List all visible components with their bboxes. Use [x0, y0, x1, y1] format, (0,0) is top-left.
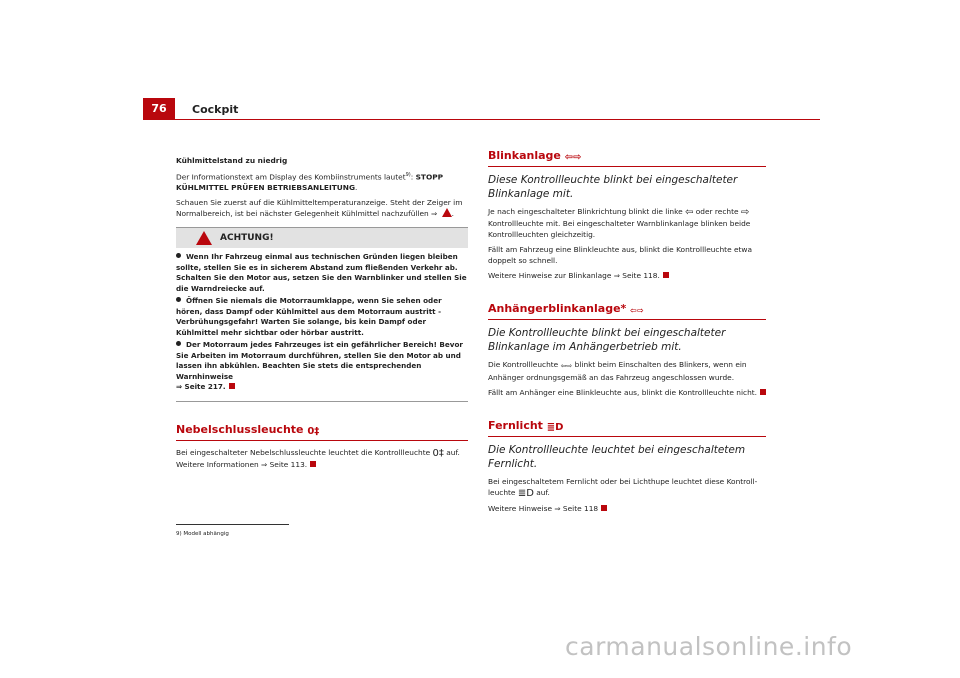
highbeam-subhead: Die Kontrollleuchte leuchtet bei eingeschaltetem Fernlicht. — [488, 444, 746, 470]
end-marker-icon — [310, 461, 316, 467]
warning-bullet-text: Öffnen Sie niemals die Motorraumklappe, wenn Sie sehen oder hören, dass Dampf oder Kühlmittel aus dem Motorraum austritt - Verbrühungsgefahr! Warten Sie solange, bis kein Dampf oder Kühlmittel mehr sichtbar oder hörbar austritt. — [176, 296, 442, 337]
bullet-icon — [176, 253, 181, 258]
fog-heading-text: Nebelschlussleuchte — [176, 422, 304, 436]
fog-text-post: auf. Weitere Informationen ⇒ Seite 113. — [176, 447, 460, 469]
blink-p1-pre: Je nach eingeschalteter Blinkrichtung blinkt die linke — [488, 207, 686, 216]
warning-title: ACHTUNG! — [220, 232, 274, 243]
bullet-icon — [176, 341, 181, 346]
blink-heading — [488, 150, 766, 163]
trailer-para1 — [488, 359, 766, 383]
warning-bullet — [176, 296, 468, 338]
end-marker-icon — [229, 383, 235, 389]
blink-subhead: Diese Kontrollleuchte blinkt bei eingeschalteter Blinkanlage mit. — [488, 174, 738, 200]
warning-bullet-text: Der Motorraum jedes Fahrzeuges ist ein gefährlicher Bereich! Bevor Sie Arbeiten im Motorraum durchführen, stellen Sie den Motor ab und lassen ihn abkühlen. Beachten Sie stets die entsprechenden Warnhinweise — [176, 340, 463, 381]
fog-heading — [176, 424, 468, 437]
warning-body — [176, 248, 468, 401]
rear-fog-light-icon: 0‡ — [307, 425, 320, 437]
display-message: STOPP KÜHLMITTEL PRÜFEN BETRIEBSANLEITUNG — [176, 172, 444, 193]
watermark: carmanualsonline.info — [565, 632, 853, 661]
high-beam-icon: ≣D — [517, 488, 534, 499]
section-rule — [176, 440, 468, 441]
warning-triangle-icon — [442, 208, 452, 217]
trailer-heading — [488, 303, 766, 316]
blink-p3-text: Weitere Hinweise zur Blinkanlage ⇒ Seite 118. — [488, 271, 660, 280]
highbeam-p1-post: auf. — [533, 488, 550, 497]
blink-p1-post: Kontrollleuchte mit. Bei eingeschalteter Warnblinkanlage blinken beide Kontrollleuchten gleichzeitig. — [488, 219, 751, 239]
warning-bullet — [176, 252, 468, 294]
trailer-heading-text: Anhängerblinkanlage* — [488, 302, 627, 315]
section-rule — [488, 166, 766, 167]
highbeam-para1 — [488, 476, 766, 499]
page-title: Cockpit — [192, 103, 239, 116]
coolant-line1-pre: Der Informationstext am Display des Kombiinstruments lautet — [176, 172, 406, 182]
header-rule — [143, 119, 820, 120]
warning-icon — [196, 231, 212, 245]
trailer-subhead: Die Kontrollleuchte blinkt bei eingeschalteter Blinkanlage im Anhängerbetrieb mit. — [488, 327, 726, 353]
coolant-para1 — [176, 170, 468, 193]
bullet-icon — [176, 297, 181, 302]
footnote-ref: 9) — [405, 172, 411, 178]
right-column — [488, 150, 766, 518]
trailer-signal-icon: ⇦⇨ — [630, 306, 644, 315]
section-rule — [488, 436, 766, 437]
blink-heading-text: Blinkanlage — [488, 149, 561, 162]
warning-page-ref[interactable]: ⇒ Seite 217. — [176, 382, 226, 392]
highbeam-p1-pre: Bei eingeschaltetem Fernlicht oder bei Lichthupe leuchtet diese Kontrollleuchte — [488, 477, 758, 497]
coolant-para2-text: Schauen Sie zuerst auf die Kühlmitteltemperaturanzeige. Steht der Zeiger im Normalbereich, ist bei nächster Gelegenheit Kühlmittel nachzufüllen ⇒ — [176, 198, 463, 219]
warning-bullet — [176, 340, 468, 393]
section-rule — [488, 319, 766, 320]
end-marker-icon — [663, 272, 669, 278]
highbeam-heading-text: Fernlicht — [488, 419, 543, 432]
right-arrow-icon: ⇨ — [740, 207, 750, 218]
highbeam-heading — [488, 420, 766, 433]
blink-para2: Fällt am Fahrzeug eine Blinkleuchte aus, blinkt die Kontrollleuchte etwa doppelt so schnell. — [488, 245, 752, 265]
end-marker-icon — [760, 389, 766, 395]
trailer-p1-post: blinkt beim Einschalten des Blinkers, wenn ein Anhänger ordnungsgemäß an das Fahrzeug angeschlossen wurde. — [488, 360, 747, 382]
footnote-rule — [176, 524, 289, 525]
coolant-heading: Kühlmittelstand zu niedrig — [176, 156, 288, 165]
coolant-line1-post: : — [410, 172, 416, 182]
blink-para1 — [488, 206, 766, 240]
footnote: 9) Modell abhängig — [176, 531, 229, 537]
coolant-line1-end: . — [355, 183, 358, 193]
trailer-p2-text: Fällt am Anhänger eine Blinkleuchte aus, blinkt die Kontrollleuchte nicht. — [488, 388, 757, 397]
trailer-para2 — [488, 387, 766, 398]
warning-box — [176, 227, 468, 402]
coolant-para2: Schauen Sie zuerst auf die Kühlmitteltemperaturanzeige. Steht der Zeiger im Normalbereich, ist bei nächster Gelegenheit Kühlmittel nachzufüllen ⇒ . — [176, 198, 463, 219]
blink-para3 — [488, 270, 766, 281]
end-marker-icon — [601, 505, 607, 511]
rear-fog-light-icon: 0‡ — [432, 447, 444, 459]
left-column — [176, 155, 468, 474]
trailer-signal-icon: ⇦⇨ — [560, 362, 573, 370]
warning-header — [176, 228, 468, 248]
left-arrow-icon: ⇦ — [685, 207, 694, 218]
page-number: 76 — [143, 98, 175, 119]
high-beam-icon: ≣D — [546, 422, 564, 433]
blink-p1-mid: oder rechte — [693, 207, 741, 216]
fog-text — [176, 447, 468, 470]
warning-bullet-text: Wenn Ihr Fahrzeug einmal aus technischen Gründen liegen bleiben sollte, stellen Sie es in sicherem Abstand zum fließenden Verkehr ab. Schalten Sie den Motor aus, setzen Sie den Warnblinker und stellen Sie die Warndreiecke auf. — [176, 252, 467, 293]
turn-signal-icon: ⇦⇨ — [564, 152, 582, 163]
highbeam-p2-text: Weitere Hinweise ⇒ Seite 118 — [488, 504, 599, 513]
highbeam-para2 — [488, 503, 766, 514]
fog-text-pre: Bei eingeschalteter Nebelschlussleuchte leuchtet die Kontrollleuchte — [176, 447, 433, 457]
trailer-p1-pre: Die Kontrollleuchte — [488, 360, 561, 369]
